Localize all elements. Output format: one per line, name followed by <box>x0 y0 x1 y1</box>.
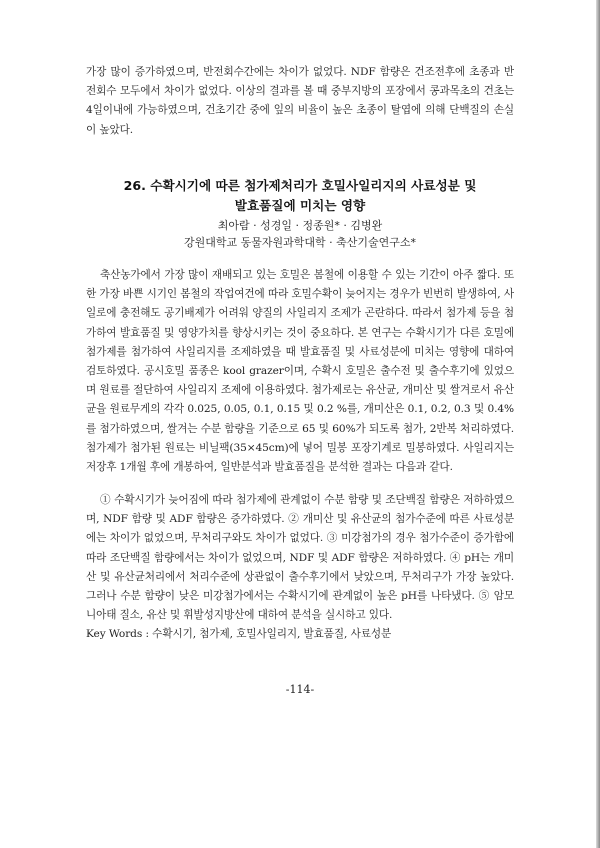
article-title-line-2: 발효품질에 미치는 영향 <box>234 198 366 213</box>
article-authors: 최아람 · 성경일 · 정종원* · 김병완 <box>217 219 383 232</box>
article-title-line-1: 26. 수확시기에 따른 첨가제처리가 호밀사일리지의 사료성분 및 <box>123 178 477 193</box>
intro-paragraph: 가장 많이 증가하였으며, 반전회수간에는 차이가 없었다. NDF 함량은 건조전후에 초종과 반전회수 모두에서 차이가 없었다. 이상의 결과를 볼 때 중부지방의 포장에서 콩과목초의 건초는 4일이내에 가능하였으며, 건초기간 중에 잎의 비율이 높은 초종이 탈엽에 의해 단백질의 손실이 높았다. <box>86 66 514 136</box>
article-affiliation: 강원대학교 동물자원과학대학 · 축산기술연구소* <box>183 236 416 249</box>
page-edge-shadow <box>596 0 600 848</box>
article-title <box>60 176 540 216</box>
body-paragraph-2: ① 수확시기가 늦어짐에 따라 첨가제에 관계없이 수분 함량 및 조단백질 함량은 저하하였으며, NDF 함량 및 ADF 함량은 증가하였다. ② 개미산 및 유산균의 첨가수준에 따른 사료성분에는 차이가 없었으며, 무처리구와도 차이가 없었다. ③ 미강첨가의 경우 첨가수준이 증가함에 따라 조단백질 함량에서는 차이가 없었으며, NDF 및 ADF 함량은 저하하였다. ④ pH는 개미산 및 유산균처리에서 처리수준에 상관없이 출수후기에서 낮았으며, 무처리구가 가장 높았다. 그러나 수분 함량이 낮은 미강첨가에서는 수확시기에 관계없이 높은 pH를 나타냈다. ⑤ 암모니아태 질소, 유산 및 휘발성지방산에 대하여 분석을 실시하고 있다. <box>86 494 514 622</box>
page-number: -114- <box>285 683 315 696</box>
keywords: Key Words : 수확시기, 첨가제, 호밀사일리지, 발효품질, 사료성분 <box>86 628 392 640</box>
body-paragraph-1: 축산농가에서 가장 많이 재배되고 있는 호밀은 봄철에 이용할 수 있는 기간이 아주 짧다. 또한 가장 바쁜 시기인 봄철의 작업여건에 따라 호밀수확이 늦어지는 경우가 빈번히 발생하여, 사일로에 충전해도 공기배제가 어려워 양질의 사일리지 조제가 곤란하다. 따라서 첨가제 등을 첨가하여 발효품질 및 영양가치를 향상시키는 것이 중요하다. 본 연구는 수확시기가 다른 호밀에 첨가제를 첨가하여 사일리지를 조제하였을 때 발효품질 및 사료성분에 미치는 영향에 대하여 검토하였다. 공시호밀 품종은 kool grazer이며, 수확시 호밀은 출수전 및 출수후기에 있었으며 원료를 절단하여 사일리지 조제에 이용하였다. 첨가제로는 유산균, 개미산 및 쌀겨로서 유산균을 원료무게의 각각 0.025, 0.05, 0.1, 0.15 및 0.2 %를, 개미산은 0.1, 0.2, 0.3 및 0.4%를 첨가하였으며, 쌀겨는 수분 함량을 기준으로 65 및 60%가 되도록 첨가, 2반복 처리하였다. 첨가제가 첨가된 원료는 비닐팩(35×45cm)에 넣어 밀봉 포장기계로 밀봉하였다. 사일리지는 저장후 1개월 후에 개봉하여, 일반분석과 발효품질을 분석한 결과는 다음과 같다. <box>86 269 514 474</box>
